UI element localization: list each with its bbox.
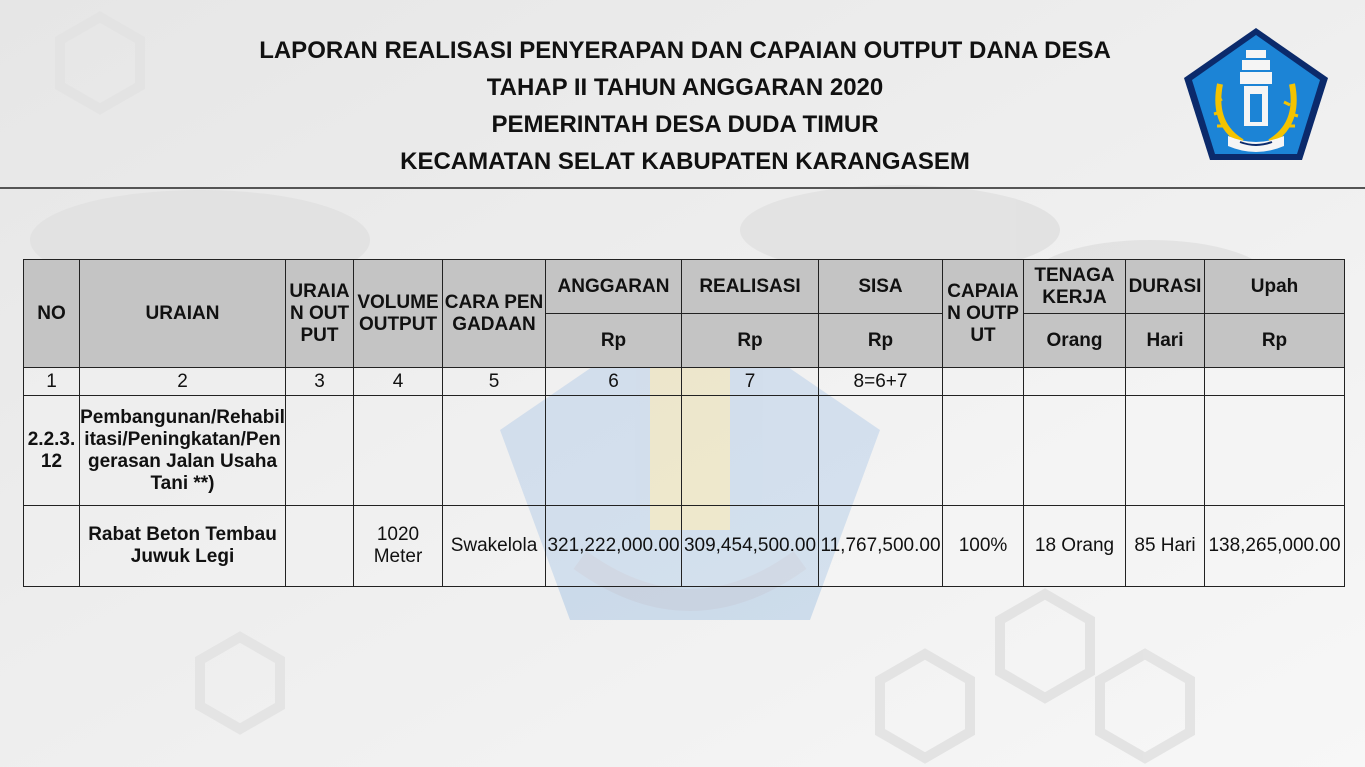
empty-cell [1024, 368, 1126, 396]
header-sisa: SISA [819, 260, 943, 314]
row-no: 2.2.3.12 [24, 396, 80, 506]
header-capaian-output: CAPAIAN OUTPUT [943, 260, 1024, 368]
col-number: 1 [24, 368, 80, 396]
row-upah [1205, 396, 1345, 506]
row-realisasi: 309,454,500.00 [682, 506, 819, 587]
table-row [24, 506, 1345, 587]
table-row [24, 396, 1345, 506]
karangasem-emblem-icon [1180, 24, 1332, 164]
row-uraian-output [286, 506, 354, 587]
unit-sisa: Rp [819, 314, 943, 368]
title-line-2: TAHAP II TAHUN ANGGARAN 2020 [486, 74, 884, 101]
row-uraian: Pembangunan/Rehabilitasi/Peningkatan/Pengerasan Jalan Usaha Tani **) [80, 396, 286, 506]
row-tenaga-kerja [1024, 396, 1126, 506]
row-durasi [1126, 396, 1205, 506]
row-capaian-output [943, 396, 1024, 506]
row-sisa [819, 396, 943, 506]
header-no: NO [24, 260, 80, 368]
row-cara-pengadaan: Swakelola [443, 506, 546, 587]
header-divider [0, 187, 1365, 189]
unit-realisasi: Rp [682, 314, 819, 368]
row-uraian: Rabat Beton Tembau Juwuk Legi [80, 506, 286, 587]
col-number: 3 [286, 368, 354, 396]
title-line-4: KECAMATAN SELAT KABUPATEN KARANGASEM [400, 148, 970, 175]
row-volume-output: 1020 Meter [354, 506, 443, 587]
row-anggaran [546, 396, 682, 506]
col-number: 8=6+7 [819, 368, 943, 396]
report-table [23, 259, 1345, 587]
row-volume-output [354, 396, 443, 506]
unit-durasi: Hari [1126, 314, 1205, 368]
empty-cell [1126, 368, 1205, 396]
col-number: 6 [546, 368, 682, 396]
report-title [170, 32, 1200, 180]
header-realisasi: REALISASI [682, 260, 819, 314]
unit-tenaga-kerja: Orang [1024, 314, 1126, 368]
empty-cell [1205, 368, 1345, 396]
col-number: 2 [80, 368, 286, 396]
title-line-1: LAPORAN REALISASI PENYERAPAN DAN CAPAIAN OUTPUT DANA DESA [259, 37, 1111, 64]
unit-anggaran: Rp [546, 314, 682, 368]
row-uraian-output [286, 396, 354, 506]
row-no [24, 506, 80, 587]
header-upah: Upah [1205, 260, 1345, 314]
col-number: 4 [354, 368, 443, 396]
unit-upah: Rp [1205, 314, 1345, 368]
row-durasi: 85 Hari [1126, 506, 1205, 587]
header-tenaga-kerja: TENAGA KERJA [1024, 260, 1126, 314]
row-tenaga-kerja: 18 Orang [1024, 506, 1126, 587]
row-realisasi [682, 396, 819, 506]
header-volume-output: VOLUME OUTPUT [354, 260, 443, 368]
row-sisa: 11,767,500.00 [819, 506, 943, 587]
header-anggaran: ANGGARAN [546, 260, 682, 314]
row-upah: 138,265,000.00 [1205, 506, 1345, 587]
row-anggaran: 321,222,000.00 [546, 506, 682, 587]
header-uraian-output: URAIAN OUTPUT [286, 260, 354, 368]
row-cara-pengadaan [443, 396, 546, 506]
header-durasi: DURASI [1126, 260, 1205, 314]
empty-cell [943, 368, 1024, 396]
numbering-row [24, 368, 1345, 396]
header-uraian: URAIAN [80, 260, 286, 368]
col-number: 7 [682, 368, 819, 396]
row-capaian-output: 100% [943, 506, 1024, 587]
title-line-3: PEMERINTAH DESA DUDA TIMUR [491, 111, 879, 138]
header-cara-pengadaan: CARA PENGADAAN [443, 260, 546, 368]
col-number: 5 [443, 368, 546, 396]
